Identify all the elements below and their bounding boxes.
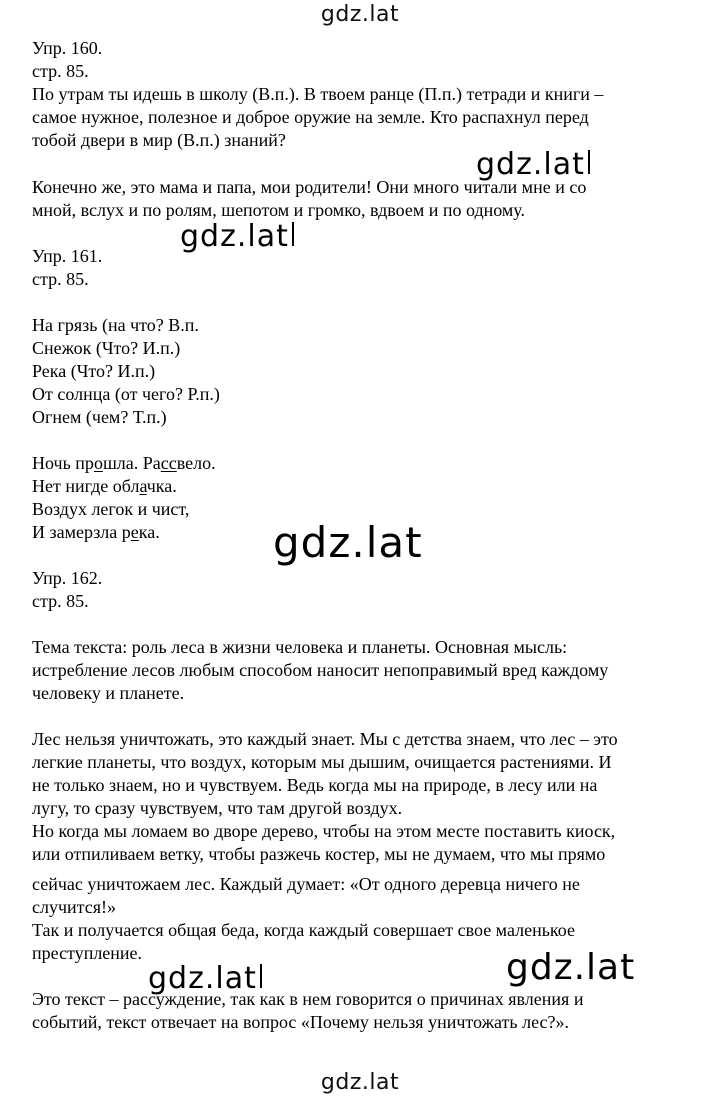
ex162-p2-line4: лугу, то сразу чувствуем, что там другой воздух. [32,798,403,818]
watermark-overlay-text: gdz.lat [148,961,257,996]
ex161-poem-line2 [32,475,702,498]
cursor-bar-icon [588,150,590,174]
ex162-p2-line5: Но когда мы ломаем во дворе дерево, чтобы на этом месте поставить киоск, [32,821,616,841]
poem-line4-part: И замерзла р [32,522,131,542]
ex162-p2-line3: не только знаем, но и чувствуем. Ведь когда мы на природе, в лесу или на [32,775,598,795]
ex162-p1-line1: Тема текста: роль леса в жизни человека и планеты. Основная мысль: [32,637,568,657]
ex161-case-5: Огнем (чем? Т.п.) [32,407,167,427]
ex160-p1-line3: тобой двери в мир (В.п.) знаний? [32,130,286,150]
ex162-p3-line1: сейчас уничтожаем лес. Каждый думает: «От одного деревца ничего не [32,874,580,894]
ex160-title: Упр. 160. [32,38,103,58]
watermark-overlay [148,961,262,996]
watermark-overlay-text: gdz.lat [476,147,585,182]
cursor-bar-icon [260,964,262,988]
ex162-p2-line1: Лес нельзя уничтожать, это каждый знает. Мы с детства знаем, что лес – это [32,729,618,749]
footer-watermark: gdz.lat [320,1070,400,1095]
poem-line1-part: Ночь пр [32,453,94,473]
watermark-overlay-text: gdz.lat [180,219,289,254]
poem-line4-part: ка. [138,522,160,542]
poem-line2-part: Нет нигде обл [32,476,140,496]
ex161-case-4: От солнца (от чего? Р.п.) [32,384,220,404]
ex162-p3-line4: преступление. [32,943,143,963]
poem-line2-underlined-vowel: а [139,476,147,496]
ex162-p4-line2: событий, текст отвечает на вопрос «Почему нельзя уничтожать лес?». [32,1012,570,1032]
watermark-overlay [506,947,636,988]
watermark-overlay [180,219,294,254]
ex162-p2-line2: легкие планеты, что воздух, которым мы дышим, очищается растениями. И [32,752,612,772]
watermark-overlay-text: gdz.lat [506,947,636,988]
ex161-case-2: Снежок (Что? И.п.) [32,338,181,358]
ex162-p3-line2: случится!» [32,897,117,917]
ex160-p1-line2: самое нужное, полезное и доброе оружие на земле. Кто распахнул перед [32,107,589,127]
ex162-p1-line2: истребление лесов любым способом наносит непоправимый вред каждому [32,660,609,680]
poem-line4-underlined-vowel: е [130,522,139,542]
watermark-overlay [273,518,423,567]
ex162-page: стр. 85. [32,591,89,611]
cursor-bar-icon [292,222,294,246]
ex160-p1-line1: По утрам ты идешь в школу (В.п.). В твоем ранце (П.п.) тетради и книги – [32,84,604,104]
ex162-p2-line6: или отпиливаем ветку, чтобы разжечь костер, мы не думаем, что мы прямо [32,844,606,864]
ex161-case-1: На грязь (на что? В.п. [32,315,199,335]
poem-line1-underlined-consonants: сс [160,453,177,473]
header-watermark: gdz.lat [320,2,400,27]
ex161-poem-line1 [32,452,702,475]
ex162-p1-line3: человеку и планете. [32,683,185,703]
poem-line2-part: чка. [146,476,177,496]
ex162-p4-line1: Это текст – рассуждение, так как в нем говорится о причинах явления и [32,989,584,1009]
ex162-p3-line3: Так и получается общая беда, когда каждый совершает свое маленькое [32,920,575,940]
ex160-p2-line2: мной, вслух и по ролям, шепотом и громко, вдвоем и по одному. [32,200,525,220]
ex161-page: стр. 85. [32,269,89,289]
ex161-case-3: Река (Что? И.п.) [32,361,156,381]
poem-line1-part: вело. [176,453,216,473]
watermark-overlay-text: gdz.lat [273,518,423,567]
ex160-p2-line1: Конечно же, это мама и папа, мои родители! Они много читали мне и со [32,177,587,197]
ex161-title: Упр. 161. [32,246,103,266]
ex160-page: стр. 85. [32,61,89,81]
poem-line1-underlined-vowel: о [93,453,103,473]
ex162-title: Упр. 162. [32,568,103,588]
poem-line1-part: шла. Ра [102,453,161,473]
ex161-poem-line3: Воздух легок и чист, [32,499,190,519]
watermark-overlay [476,147,590,182]
